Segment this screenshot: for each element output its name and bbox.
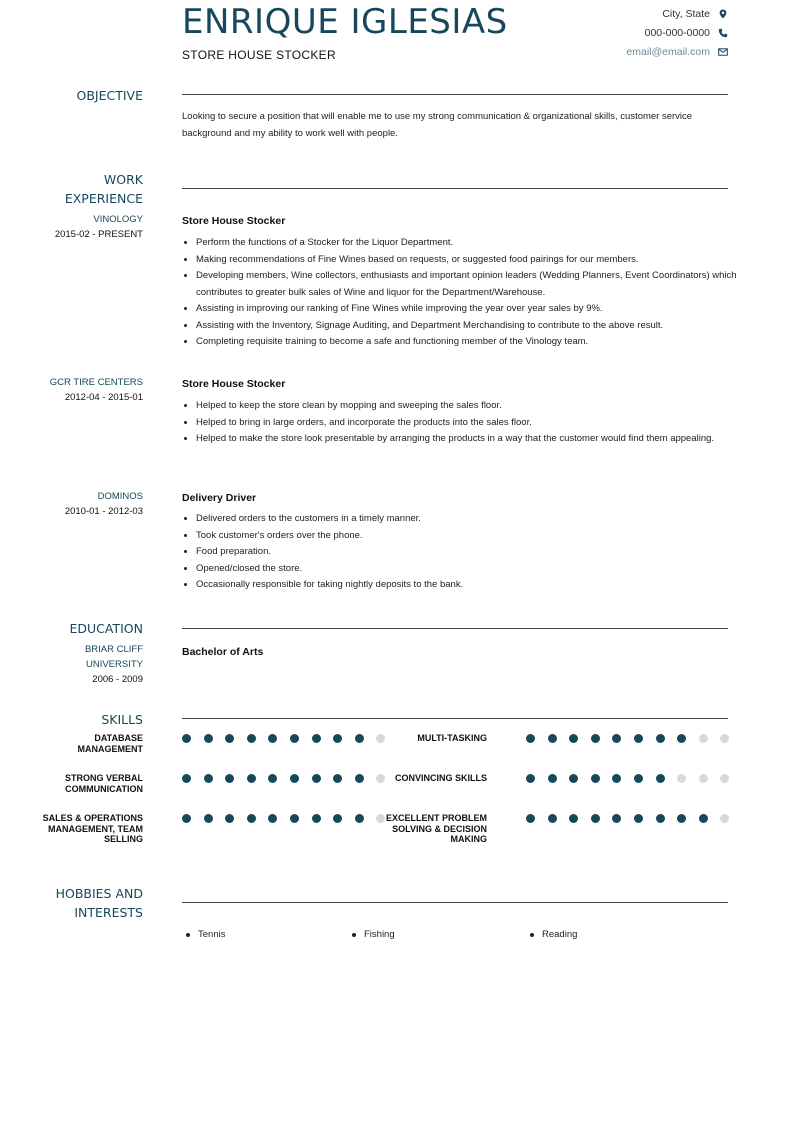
rating-dot-filled: [656, 814, 665, 823]
rating-dot-filled: [182, 734, 191, 743]
skill-label: [395, 773, 487, 784]
skill-label-line: MANAGEMENT, TEAM: [48, 823, 143, 834]
rating-dot-filled: [312, 814, 321, 823]
list-item: • Occasionally responsible for taking nightly deposits to the bank.: [196, 577, 741, 594]
rating-dot-filled: [612, 734, 621, 743]
list-item: • Assisting in improving our ranking of Fine Wines while improving the year over year sales by 9%.: [196, 301, 741, 318]
rating-dot-filled: [591, 814, 600, 823]
rating-dot-filled: [548, 774, 557, 783]
job-dates: 2012-04 - 2015-01: [64, 392, 143, 403]
work-heading-line1: WORK: [103, 172, 143, 187]
rating-dot-empty: [699, 774, 708, 783]
rating-dot-filled: [204, 814, 213, 823]
job-bullets: [182, 398, 741, 448]
rating-dot-filled: [526, 734, 535, 743]
skill-label-line: CONVINCING SKILLS: [394, 773, 487, 783]
rating-dot-filled: [290, 774, 299, 783]
objective-text: Looking to secure a position that will enable me to use my strong communication & organizational skills, customer service background and my ability to work well with people.: [182, 111, 693, 139]
objective-divider: [182, 94, 728, 95]
phone-icon: [718, 28, 728, 38]
rating-dot-filled: [591, 774, 600, 783]
job-employer: DOMINOS: [97, 491, 143, 502]
hobby-text: Reading: [542, 929, 578, 940]
education-divider: [182, 628, 728, 629]
skill-rating: [526, 734, 742, 743]
list-item: • Completing requisite training to become a safe and functioning member of the Vinology team.: [196, 334, 741, 351]
rating-dot-filled: [204, 774, 213, 783]
job-title: Delivery Driver: [182, 492, 257, 504]
skill-label-line: EXCELLENT PROBLEM: [385, 813, 487, 823]
skill-label: [417, 733, 487, 744]
skill-label-line: MANAGEMENT: [77, 743, 143, 754]
rating-dot-filled: [225, 814, 234, 823]
skill-label-line: SALES & OPERATIONS: [42, 813, 143, 823]
skill-label-line: STRONG VERBAL: [64, 773, 143, 783]
skill-label-line: SELLING: [103, 834, 143, 844]
list-item: • Developing members, Wine collectors, enthusiasts and important opinion leaders (Wedding Planners, Event Coordinators) which contributes to greater bulk sales of Wine and liquor for the Department/Warehouse.: [196, 268, 741, 301]
rating-dot-filled: [612, 774, 621, 783]
list-item: • Took customer's orders over the phone.: [196, 528, 741, 545]
rating-dot-filled: [182, 814, 191, 823]
list-item: • Delivered orders to the customers in a timely manner.: [196, 511, 741, 528]
skill-label-line: DATABASE: [94, 733, 143, 743]
list-item: • Perform the functions of a Stocker for the Liquor Department.: [196, 235, 741, 252]
candidate-title: STORE HOUSE STOCKER: [182, 48, 336, 62]
list-item: • Helped to make the store look presentable by arranging the products in a way that the customer would find them appealing.: [196, 431, 741, 448]
rating-dot-empty: [376, 774, 385, 783]
envelope-icon: [718, 47, 728, 57]
rating-dot-filled: [355, 774, 364, 783]
list-item: • Opened/closed the store.: [196, 561, 741, 578]
hobbies-divider: [182, 902, 728, 903]
contact-location-text: City, State: [662, 8, 710, 20]
rating-dot-filled: [182, 774, 191, 783]
candidate-name: ENRIQUE IGLESIAS: [182, 2, 508, 42]
rating-dot-filled: [677, 814, 686, 823]
list-item: • Assisting with the Inventory, Signage Auditing, and Department Merchandising to contribute to the above result.: [196, 318, 741, 335]
job-title: Store House Stocker: [182, 378, 286, 390]
list-item: • Helped to bring in large orders, and incorporate the products into the sales floor.: [196, 415, 741, 432]
hobbies-heading-line2: INTERESTS: [74, 905, 143, 920]
hobby-text: Fishing: [364, 929, 395, 940]
list-item: • Food preparation.: [196, 544, 741, 561]
rating-dot-empty: [376, 814, 385, 823]
skill-label-line: COMMUNICATION: [65, 783, 143, 794]
rating-dot-filled: [333, 774, 342, 783]
skill-label: [386, 813, 487, 845]
rating-dot-filled: [569, 734, 578, 743]
skill-rating: [182, 814, 398, 823]
rating-dot-filled: [268, 814, 277, 823]
contact-phone: [645, 27, 728, 39]
rating-dot-filled: [656, 734, 665, 743]
contact-email[interactable]: [626, 46, 728, 58]
list-item: [186, 929, 225, 940]
contact-location: [662, 8, 728, 20]
rating-dot-filled: [247, 734, 256, 743]
rating-dot-filled: [290, 734, 299, 743]
bullet-dot: [186, 933, 190, 937]
list-item: • Helped to keep the store clean by mopping and sweeping the sales floor.: [196, 398, 741, 415]
rating-dot-filled: [634, 774, 643, 783]
hobbies-heading-line1: HOBBIES AND: [55, 886, 143, 901]
skill-label-line: SOLVING & DECISION: [392, 823, 487, 834]
rating-dot-empty: [720, 734, 729, 743]
rating-dot-filled: [312, 774, 321, 783]
skill-label-line: MULTI-TASKING: [417, 733, 487, 743]
rating-dot-filled: [569, 814, 578, 823]
rating-dot-empty: [677, 774, 686, 783]
job-bullets: [182, 511, 741, 594]
hobby-text: Tennis: [198, 929, 226, 940]
education-heading: EDUCATION: [69, 621, 143, 636]
rating-dot-filled: [247, 814, 256, 823]
rating-dot-filled: [526, 814, 535, 823]
rating-dot-filled: [355, 814, 364, 823]
rating-dot-filled: [268, 734, 277, 743]
rating-dot-filled: [656, 774, 665, 783]
skill-rating: [526, 814, 742, 823]
rating-dot-filled: [612, 814, 621, 823]
education-school: [85, 642, 143, 672]
rating-dot-filled: [355, 734, 364, 743]
rating-dot-empty: [699, 734, 708, 743]
rating-dot-filled: [591, 734, 600, 743]
rating-dot-filled: [333, 734, 342, 743]
skill-label: [78, 733, 144, 754]
rating-dot-filled: [548, 734, 557, 743]
hobbies-heading: [56, 884, 143, 922]
list-item: [352, 929, 395, 940]
job-employer: GCR TIRE CENTERS: [49, 377, 143, 388]
rating-dot-empty: [376, 734, 385, 743]
job-title: Store House Stocker: [182, 215, 286, 227]
rating-dot-filled: [677, 734, 686, 743]
rating-dot-filled: [225, 734, 234, 743]
rating-dot-filled: [204, 734, 213, 743]
work-heading: [65, 170, 143, 208]
skill-label-line: MAKING: [450, 834, 487, 844]
list-item: [530, 929, 577, 940]
contact-phone-text: 000-000-0000: [644, 27, 710, 39]
rating-dot-filled: [634, 734, 643, 743]
rating-dot-filled: [569, 774, 578, 783]
bullet-dot: [352, 933, 356, 937]
education-dates: 2006 - 2009: [92, 674, 143, 685]
work-heading-line2: EXPERIENCE: [64, 191, 143, 206]
list-item: • Making recommendations of Fine Wines based on requests, or suggested food pairings for our members.: [196, 252, 741, 269]
job-employer: VINOLOGY: [93, 214, 143, 225]
skill-label: [65, 773, 143, 794]
skill-rating: [182, 774, 398, 783]
education-degree: Bachelor of Arts: [182, 646, 264, 658]
job-dates: 2010-01 - 2012-03: [64, 506, 143, 517]
rating-dot-empty: [720, 814, 729, 823]
skills-heading: SKILLS: [101, 712, 143, 727]
contact-email-text[interactable]: email@email.com: [626, 46, 710, 58]
objective-heading: OBJECTIVE: [76, 88, 143, 103]
job-bullets: [182, 235, 741, 351]
rating-dot-filled: [699, 814, 708, 823]
skills-divider: [182, 718, 728, 719]
job-dates: 2015-02 - PRESENT: [54, 229, 143, 240]
rating-dot-empty: [720, 774, 729, 783]
rating-dot-filled: [290, 814, 299, 823]
education-school-line2: UNIVERSITY: [85, 659, 143, 670]
rating-dot-filled: [333, 814, 342, 823]
rating-dot-filled: [247, 774, 256, 783]
skill-label: [43, 813, 143, 845]
rating-dot-filled: [634, 814, 643, 823]
work-divider: [182, 188, 728, 189]
map-pin-icon: [718, 9, 728, 19]
rating-dot-filled: [312, 734, 321, 743]
rating-dot-filled: [268, 774, 277, 783]
education-school-line1: BRIAR CLIFF: [84, 644, 143, 655]
skill-rating: [182, 734, 398, 743]
rating-dot-filled: [225, 774, 234, 783]
bullet-dot: [530, 933, 534, 937]
skill-rating: [526, 774, 742, 783]
rating-dot-filled: [548, 814, 557, 823]
rating-dot-filled: [526, 774, 535, 783]
